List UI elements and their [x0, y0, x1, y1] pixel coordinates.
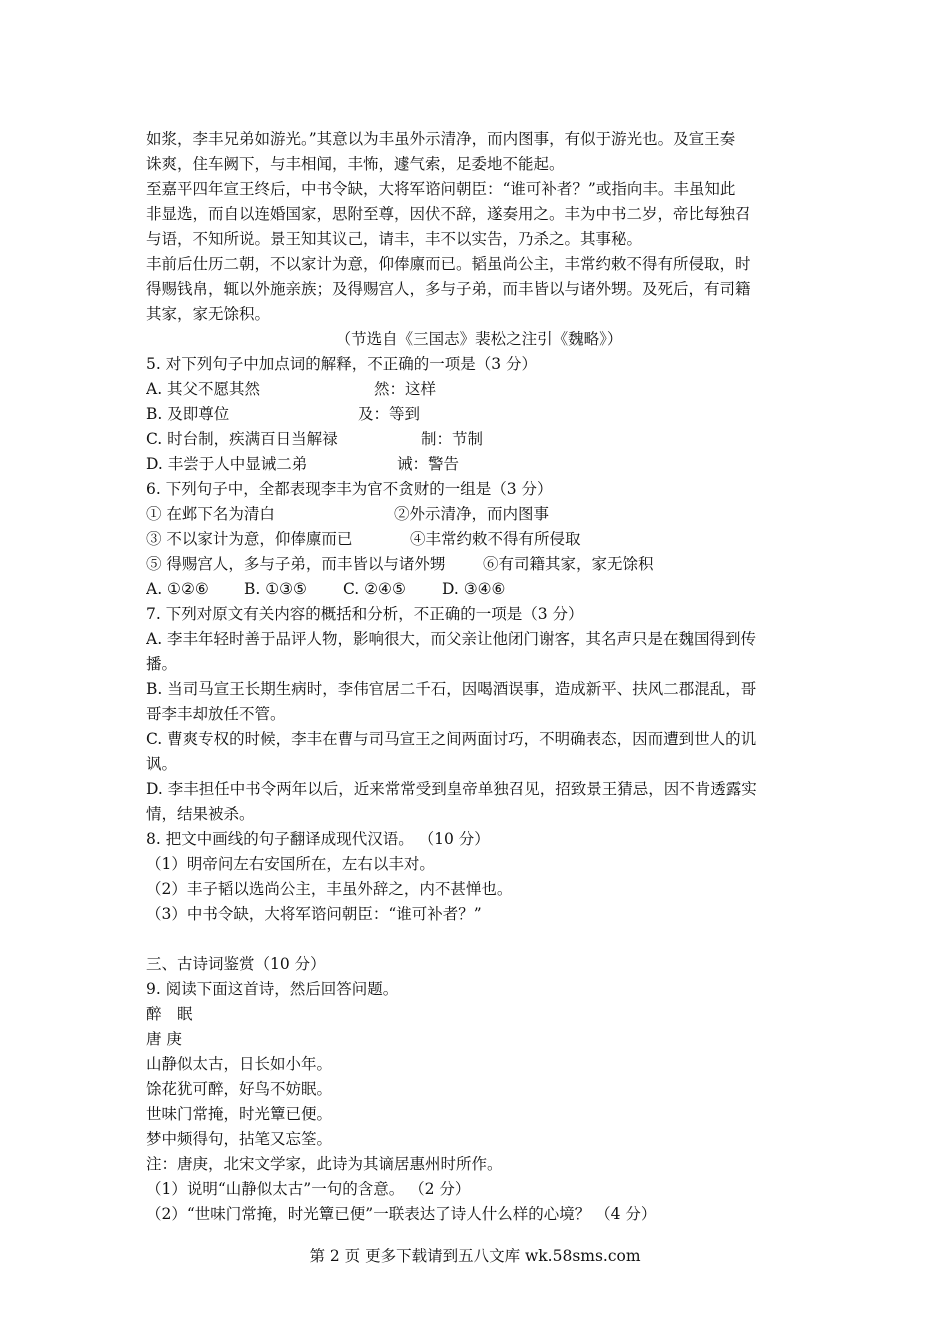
passage-line: 丰前后仕历二朝，不以家计为意，仰俸廪而已。韬虽尚公主，丰常约敕不得有所侵取，时: [146, 255, 751, 273]
passage-line: 与语，不知所说。景王知其议己，请丰，丰不以实告，乃杀之。其事秘。: [146, 230, 643, 248]
question-8: [146, 827, 812, 927]
poem-title: 醉 眠: [146, 1005, 193, 1023]
option-sentence: B. 及即尊位: [146, 405, 230, 423]
choice: A. ①②⑥: [146, 580, 209, 598]
poem-author: 唐 庚: [146, 1030, 182, 1048]
passage-line: 非显选，而自以连婚国家，思附至尊，因伏不辞，遂奏用之。丰为中书二岁，帝比每独召: [146, 205, 751, 223]
item-row: [146, 502, 812, 527]
question-stem: 6. 下列句子中，全都表现李丰为官不贪财的一组是（3 分）: [146, 480, 553, 498]
choice: D. ③④⑥: [442, 580, 506, 598]
translation-item: （2）丰子韬以选尚公主，丰虽外辞之，内不甚惮也。: [146, 880, 513, 898]
option-line: B. 当司马宣王长期生病时，李伟官居二千石，因喝酒误事，造成新平、扶风二郡混乱，哥: [146, 680, 757, 698]
poem-line: 山静似太古，日长如小年。: [146, 1055, 333, 1073]
choice: B. ①③⑤: [244, 580, 307, 598]
poetry-question: （1）说明“山静似太古”一句的含意。 （2 分）: [146, 1180, 471, 1198]
poetry-question: （2）“世味门常掩，时光簟已便”一联表达了诗人什么样的心境？ （4 分）: [146, 1205, 657, 1223]
option-line: 情，结果被杀。: [146, 805, 255, 823]
passage-line: 其家，家无馀积。: [146, 305, 271, 323]
translation-item: （3）中书令缺，大将军谘问朝臣：“谁可补者？”: [146, 905, 482, 923]
passage-line: 如浆，李丰兄弟如游光。”其意以为丰虽外示清净，而内图事，有似于游光也。及宣王奏: [146, 130, 736, 148]
choice-row: [146, 577, 812, 602]
translation-item: （1）明帝问左右安国所在，左右以丰对。: [146, 855, 435, 873]
option-d: [146, 452, 812, 477]
option-gloss: 然：这样: [374, 380, 437, 398]
passage-line: 诛爽，住车阙下，与丰相闻，丰怖，遽气索，足委地不能起。: [146, 155, 565, 173]
option-sentence: A. 其父不愿其然: [146, 380, 261, 398]
item-left: ③ 不以家计为意，仰俸廪而已: [146, 530, 353, 548]
page-footer: 第 2 页 更多下载请到五八文库 wk.58sms.com: [309, 1247, 641, 1265]
option-line: C. 曹爽专权的时候，李丰在曹与司马宣王之间两面讨巧，不明确表态，因而遭到世人的讥: [146, 730, 757, 748]
option-b: [146, 402, 812, 427]
choice: C. ②④⑤: [343, 580, 406, 598]
spacer: [146, 927, 812, 952]
option-line: 播。: [146, 655, 178, 673]
poem-line: 世味门常掩，时光簟已便。: [146, 1105, 333, 1123]
item-left: ⑤ 得赐宫人，多与子弟，而丰皆以与诸外甥: [146, 555, 446, 573]
question-stem: 5. 对下列句子中加点词的解释，不正确的一项是（3 分）: [146, 355, 538, 373]
option-sentence: C. 时台制，疾满百日当解禄: [146, 430, 338, 448]
question-5: [146, 352, 812, 477]
item-row: [146, 527, 812, 552]
section-heading: 三、古诗词鉴赏（10 分）: [146, 955, 326, 973]
item-row: [146, 552, 812, 577]
question-7: [146, 602, 812, 827]
poem-line: 梦中频得句，拈笔又忘筌。: [146, 1130, 333, 1148]
option-line: A. 李丰年轻时善于品评人物，影响很大，而父亲让他闭门谢客，其名声只是在魏国得到传: [146, 630, 757, 648]
option-a: [146, 377, 812, 402]
question-stem: 7. 下列对原文有关内容的概括和分析，不正确的一项是（3 分）: [146, 605, 584, 623]
option-c: [146, 427, 812, 452]
item-right: ⑥有司籍其家，家无馀积: [483, 555, 654, 573]
option-gloss: 诫：警告: [397, 455, 460, 473]
source-citation: （节选自《三国志》裴松之注引《魏略》）: [335, 330, 623, 348]
option-line: 哥李丰却放任不管。: [146, 705, 286, 723]
option-gloss: 制：节制: [421, 430, 484, 448]
item-left: ① 在邺下名为清白: [146, 505, 275, 523]
passage-text: [146, 127, 812, 327]
option-sentence: D. 丰尝于人中显诫二弟: [146, 455, 308, 473]
section-poetry: [146, 952, 812, 1227]
item-right: ④丰常约敕不得有所侵取: [410, 530, 581, 548]
option-gloss: 及：等到: [358, 405, 421, 423]
page-content: [146, 127, 812, 1227]
passage-line: 至嘉平四年宣王终后，中书令缺，大将军谘问朝臣：“谁可补者？”或指向丰。丰虽知此: [146, 180, 736, 198]
option-line: D. 李丰担任中书令两年以后，近来常常受到皇帝单独召见，招致景王猜忌，因不肯透露实: [146, 780, 757, 798]
option-line: 讽。: [146, 755, 178, 773]
question-stem: 8. 把文中画线的句子翻译成现代汉语。 （10 分）: [146, 830, 490, 848]
passage-line: 得赐钱帛，辄以外施亲族；及得赐宫人，多与子弟，而丰皆以与诸外甥。及死后，有司籍: [146, 280, 751, 298]
question-stem: 9. 阅读下面这首诗，然后回答问题。: [146, 980, 399, 998]
question-6: [146, 477, 812, 602]
poem-line: 馀花犹可醉，好鸟不妨眠。: [146, 1080, 333, 1098]
poem-note: 注：唐庚，北宋文学家，此诗为其谪居惠州时所作。: [146, 1155, 503, 1173]
item-right: ②外示清净，而内图事: [394, 505, 550, 523]
